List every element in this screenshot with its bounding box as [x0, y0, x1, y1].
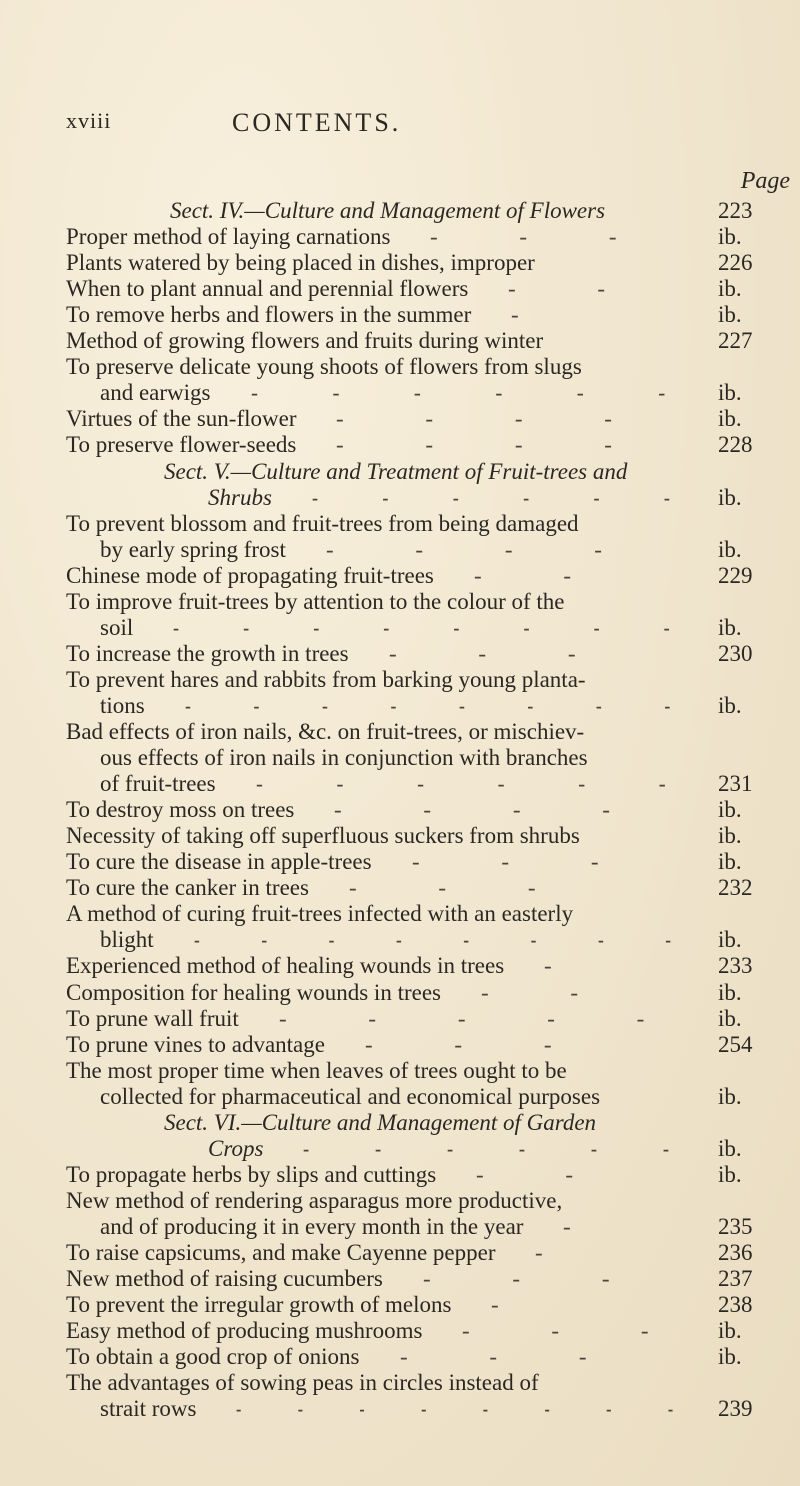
- entry-page-number: ib.: [718, 823, 742, 849]
- leader-dashes: - - -: [412, 849, 637, 875]
- leader-dashes: - - - -: [336, 432, 650, 458]
- entry-page-number: ib.: [718, 484, 742, 510]
- leader-dashes: - - - - - - - -: [173, 614, 700, 640]
- contents-entry: [0, 1394, 800, 1424]
- entry-text: Sect. IV.—Culture and Management of Flowers: [170, 198, 606, 223]
- leader-dashes: - - - - -: [279, 1005, 683, 1031]
- entry-page-number: 223: [718, 198, 753, 223]
- entry-page-number: 229: [718, 562, 753, 588]
- entry-text: Chinese mode of propagating fruit-trees: [66, 562, 434, 588]
- entry-text: and of producing it in every month in the year: [100, 1213, 524, 1239]
- leader-dashes: - -: [474, 562, 610, 588]
- entry-page-number: 226: [718, 250, 753, 276]
- entry-text: Shrubs: [208, 484, 272, 510]
- entry-text: To cure the disease in apple-trees: [66, 849, 372, 875]
- entry-page-number: 227: [718, 328, 753, 354]
- leader-dashes: - -: [481, 979, 617, 1005]
- entry-text: To destroy moss on trees: [66, 797, 295, 823]
- entry-text: To remove herbs and flowers in the summer: [66, 302, 472, 328]
- entry-page-number: ib.: [718, 1161, 742, 1187]
- entry-page-number: 232: [718, 875, 753, 901]
- entry-page-number: 233: [718, 953, 753, 979]
- entry-text: Crops: [208, 1135, 264, 1161]
- entry-page-number: ib.: [718, 536, 742, 562]
- entry-page-number: ib.: [718, 849, 742, 875]
- entry-text: New method of rendering asparagus more productive,: [66, 1187, 563, 1213]
- entry-page-number: 238: [718, 1292, 753, 1318]
- leader-dashes: - - -: [423, 1266, 648, 1292]
- entry-page-number: ib.: [718, 1083, 742, 1109]
- entry-text: Experienced method of healing wounds in trees: [66, 953, 505, 979]
- leader-dashes: - - -: [400, 1344, 625, 1370]
- leader-dashes: - - -: [430, 224, 655, 250]
- entry-text: Composition for healing wounds in trees: [66, 979, 441, 1005]
- entry-page-number: 228: [718, 432, 753, 458]
- leader-dashes: -: [544, 953, 590, 979]
- entry-text: To cure the canker in trees: [66, 875, 309, 901]
- entry-text: To raise capsicums, and make Cayenne pepper: [66, 1240, 496, 1265]
- page-header: [66, 108, 766, 148]
- entry-page-number: ib.: [718, 1344, 742, 1370]
- entry-page-number: ib.: [718, 224, 742, 250]
- entry-page-number: 235: [718, 1213, 753, 1239]
- leader-dashes: - - - - - - - -: [236, 1396, 700, 1422]
- entry-page-number: ib.: [718, 406, 742, 432]
- entry-text: Proper method of laying carnations: [66, 224, 391, 250]
- entry-text: To improve fruit-trees by attention to the colour of the: [66, 588, 565, 614]
- entry-text: Virtues of the sun-flower: [66, 406, 297, 432]
- entry-text: To preserve delicate young shoots of flowers from slugs: [66, 354, 582, 380]
- leader-dashes: - - - - - - - -: [185, 692, 700, 718]
- entry-page-number: ib.: [718, 276, 742, 302]
- leader-dashes: - -: [508, 276, 644, 302]
- entry-text: When to plant annual and perennial flowers: [66, 276, 469, 302]
- entry-text: To prune vines to advantage: [66, 1031, 325, 1057]
- leader-dashes: -: [563, 1213, 609, 1239]
- entry-page-number: ib.: [718, 1135, 742, 1161]
- entry-text: To prevent hares and rabbits from barking young planta-: [66, 666, 586, 692]
- leader-dashes: - - - - - -: [312, 484, 700, 510]
- leader-dashes: - - -: [349, 875, 574, 901]
- entry-text: To propagate herbs by slips and cuttings: [66, 1161, 437, 1187]
- entry-page-number: ib.: [718, 979, 742, 1005]
- entry-page-number: 230: [718, 640, 753, 666]
- leader-dashes: - - - -: [326, 536, 640, 562]
- entry-text: Bad effects of iron nails, &c. on fruit-trees, or mischiev-: [66, 719, 585, 744]
- entry-text: To prune wall fruit: [66, 1005, 239, 1031]
- leader-dashes: - - - - - -: [256, 771, 700, 797]
- entry-text: To increase the growth in trees: [66, 640, 349, 666]
- leader-dashes: -: [511, 302, 557, 328]
- entry-page-number: 239: [718, 1396, 753, 1422]
- entry-page-number: 236: [718, 1240, 753, 1265]
- entry-text: New method of raising cucumbers: [66, 1266, 383, 1292]
- entry-page-number: ib.: [718, 302, 742, 328]
- entry-text: To obtain a good crop of onions: [66, 1344, 360, 1370]
- entry-page-number: ib.: [718, 692, 742, 718]
- entry-page-number: 237: [718, 1266, 753, 1292]
- entry-text: Easy method of producing mushrooms: [66, 1318, 423, 1344]
- running-title: CONTENTS.: [232, 108, 402, 137]
- entry-page-number: ib.: [718, 1318, 742, 1344]
- entry-text: To prevent blossom and fruit-trees from being damaged: [66, 510, 579, 536]
- entry-text: To prevent the irregular growth of melons: [66, 1292, 452, 1318]
- entry-text: Sect. VI.—Culture and Management of Garden: [164, 1109, 597, 1135]
- entry-text: of fruit-trees: [100, 771, 216, 797]
- entry-text: Method of growing flowers and fruits during winter: [66, 328, 544, 354]
- entry-page-number: 231: [718, 771, 753, 797]
- entry-page-number: ib.: [718, 1005, 742, 1031]
- entry-text: and earwigs: [100, 380, 211, 406]
- entry-text: A method of curing fruit-trees infected with an easterly: [66, 901, 574, 927]
- entry-page-number: ib.: [718, 614, 742, 640]
- page-column-label: Page: [740, 168, 790, 194]
- entry-page-number: ib.: [718, 380, 742, 406]
- entry-page-number: 254: [718, 1031, 753, 1057]
- leader-dashes: -: [535, 1240, 581, 1265]
- leader-dashes: - - - -: [334, 797, 648, 823]
- leader-dashes: - - - - - -: [303, 1135, 700, 1161]
- entry-text: tions: [100, 692, 145, 718]
- entry-text: collected for pharmaceutical and economical purposes: [100, 1083, 601, 1109]
- entry-text: Necessity of taking off superfluous suckers from shrubs: [66, 823, 580, 849]
- entry-text: To preserve flower-seeds: [66, 432, 297, 458]
- entry-page-number: ib.: [718, 797, 742, 823]
- leader-dashes: - - - - - -: [251, 380, 700, 406]
- leader-dashes: - - - -: [336, 406, 650, 432]
- entry-text: The most proper time when leaves of trees ought to be: [66, 1057, 567, 1083]
- leader-dashes: - -: [476, 1161, 612, 1187]
- entry-text: Sect. V.—Culture and Treatment of Fruit-trees and: [164, 458, 628, 484]
- entry-text: ous effects of iron nails in conjunction with branches: [100, 745, 588, 771]
- entry-page-number: ib.: [718, 927, 742, 953]
- leader-dashes: - - - - - - - -: [194, 927, 700, 953]
- entry-text: The advantages of sowing peas in circles instead of: [66, 1370, 539, 1396]
- entry-text: blight: [100, 927, 154, 953]
- leader-dashes: - - -: [365, 1031, 590, 1057]
- leader-dashes: -: [491, 1292, 537, 1318]
- leader-dashes: - - -: [389, 640, 614, 666]
- leader-dashes: - - -: [462, 1318, 687, 1344]
- entry-text: Plants watered by being placed in dishes, improper: [66, 250, 535, 276]
- entry-text: strait rows: [100, 1396, 197, 1422]
- entry-text: soil: [100, 614, 134, 640]
- entry-text: by early spring frost: [100, 536, 286, 562]
- page-number: xviii: [66, 108, 112, 133]
